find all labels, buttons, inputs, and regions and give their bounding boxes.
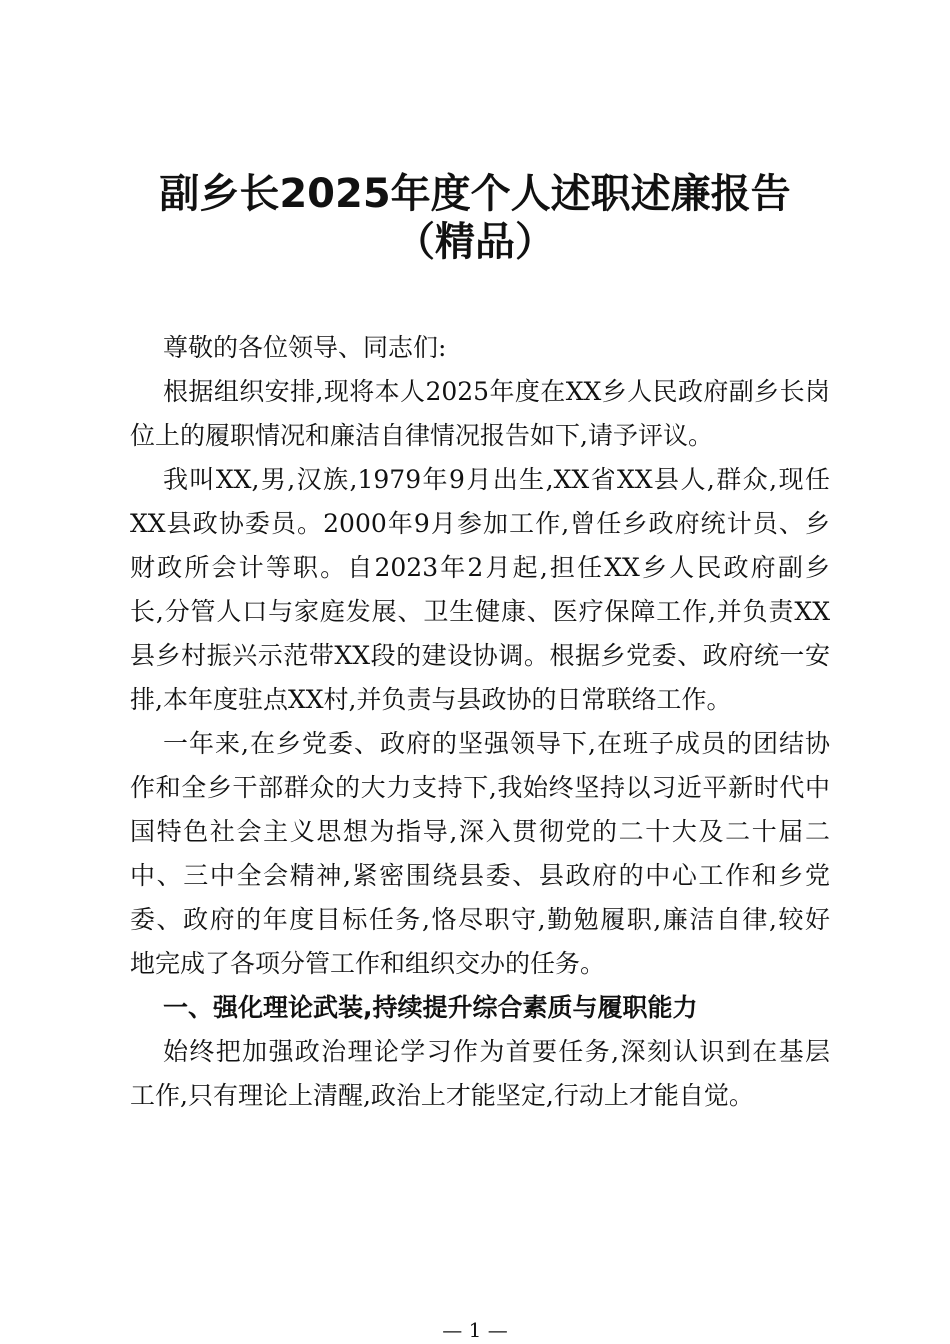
section-heading: 一、强化理论武装,持续提升综合素质与履职能力 xyxy=(163,993,698,1022)
document-title: 副乡长2025年度个人述职述廉报告 xyxy=(159,171,791,217)
body-text-line: 地完成了各项分管工作和组织交办的任务。 xyxy=(130,949,606,978)
page-number: — 1 — xyxy=(442,1318,508,1342)
body-text-line: 中、三中全会精神,紧密围绕县委、县政府的中心工作和乡党 xyxy=(130,861,830,890)
body-text-line: 国特色社会主义思想为指导,深入贯彻党的二十大及二十届二 xyxy=(130,817,830,846)
body-text-line: 排,本年度驻点XX村,并负责与县政协的日常联络工作。 xyxy=(130,685,732,714)
body-text-line: 长,分管人口与家庭发展、卫生健康、医疗保障工作,并负责XX xyxy=(130,597,830,626)
body-text-line: 财政所会计等职。自2023年2月起,担任XX乡人民政府副乡 xyxy=(130,553,830,582)
body-text-line: 委、政府的年度目标任务,恪尽职守,勤勉履职,廉洁自律,较好 xyxy=(130,905,830,934)
body-text-line: 工作,只有理论上清醒,政治上才能坚定,行动上才能自觉。 xyxy=(130,1081,754,1110)
document-subtitle: （精品） xyxy=(395,219,555,265)
body-text-line: 尊敬的各位领导、同志们: xyxy=(163,333,447,362)
body-text-line: 一年来,在乡党委、政府的坚强领导下,在班子成员的团结协 xyxy=(163,729,830,758)
body-text-line: 根据组织安排,现将本人2025年度在XX乡人民政府副乡长岗 xyxy=(163,377,830,406)
body-text-line: XX县政协委员。2000年9月参加工作,曾任乡政府统计员、乡 xyxy=(130,509,830,538)
body-text-line: 始终把加强政治理论学习作为首要任务,深刻认识到在基层 xyxy=(163,1037,830,1066)
body-text-line: 我叫XX,男,汉族,1979年9月出生,XX省XX县人,群众,现任 xyxy=(163,465,830,494)
body-text-line: 作和全乡干部群众的大力支持下,我始终坚持以习近平新时代中 xyxy=(130,773,830,802)
body-text-line: 位上的履职情况和廉洁自律情况报告如下,请予评议。 xyxy=(130,421,713,450)
body-text-line: 县乡村振兴示范带XX段的建设协调。根据乡党委、政府统一安 xyxy=(130,641,830,670)
document-body xyxy=(130,326,830,1118)
